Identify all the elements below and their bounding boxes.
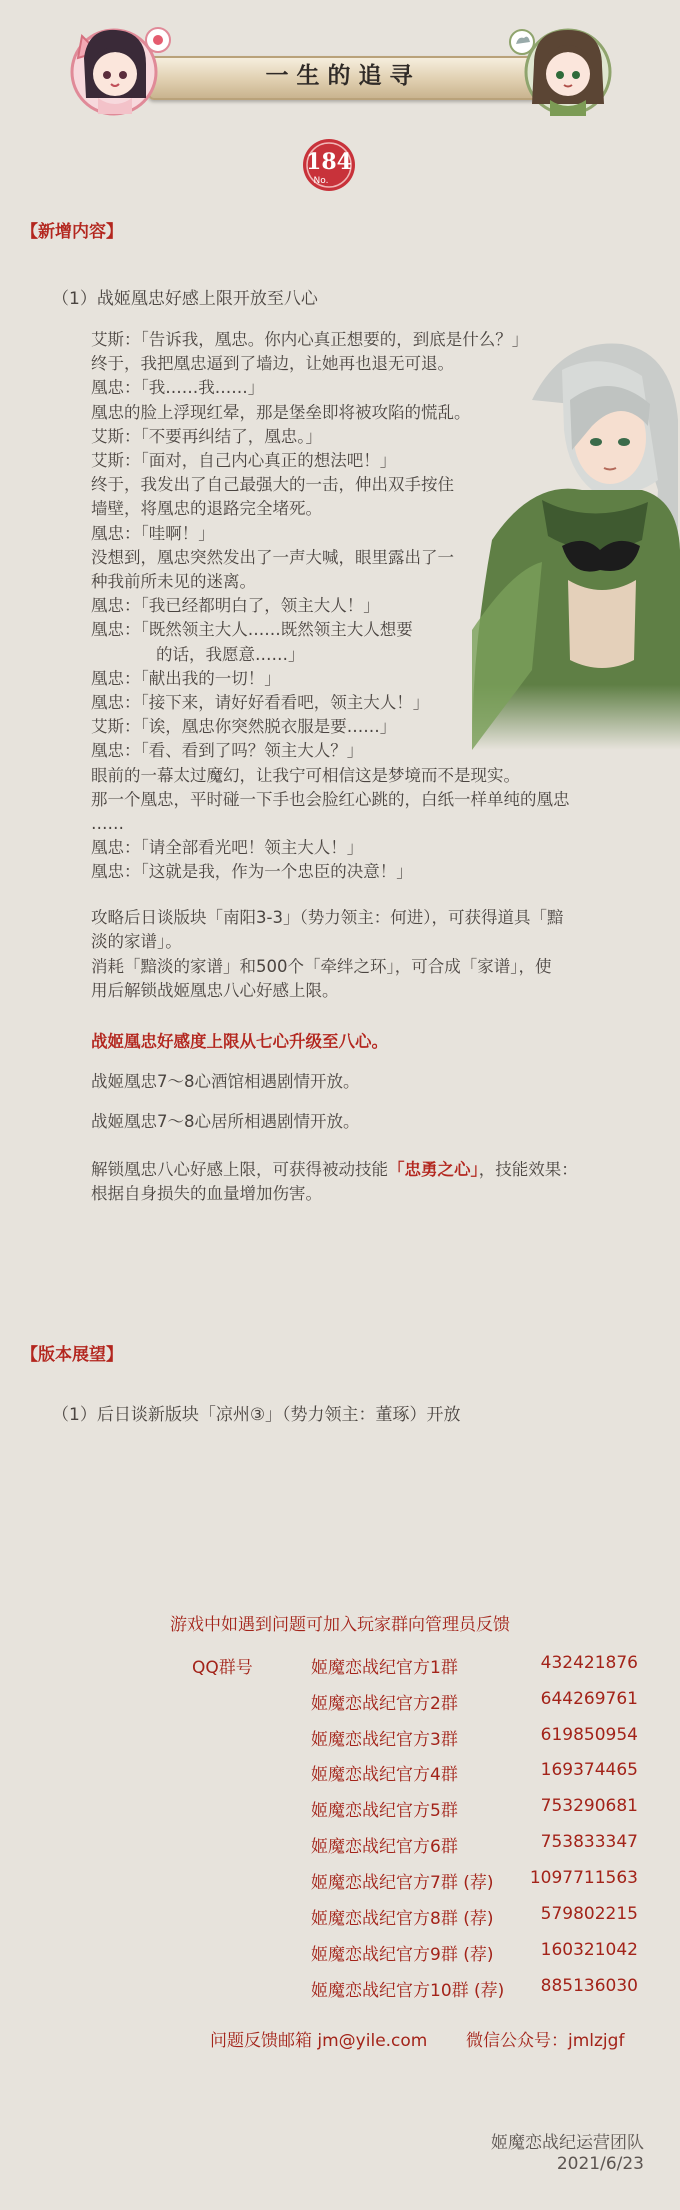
qq-group-number[interactable]: 619850954 — [540, 1725, 638, 1745]
qq-group-number[interactable]: 432421876 — [540, 1653, 638, 1673]
skill-effect-label: ，技能效果： — [478, 1160, 578, 1179]
dialogue-line: 艾斯：「诶，凰忠你突然脱衣服是要……」 — [91, 717, 397, 737]
qq-group-name: 姬魔恋战纪官方10群 (荐) — [311, 1981, 505, 2001]
chibi-girl-left-avatar — [68, 18, 172, 118]
outlook-item: （1）后日谈新版块「凉州③」（势力领主：董琢）开放 — [52, 1405, 461, 1425]
qq-group-row — [0, 1976, 680, 2004]
badge-number: 184 — [306, 149, 352, 175]
issue-number-badge — [300, 137, 358, 193]
skill-line — [91, 1158, 651, 1182]
dialogue-line: 凰忠：「这就是我，作为一个忠臣的决意！」 — [91, 862, 413, 882]
dialogue-line: 艾斯：「不要再纠结了，凰忠。」 — [91, 426, 322, 446]
dialogue-line: 凰忠：「看、看到了吗？领主大人？」 — [91, 741, 364, 761]
dialogue-line: 凰忠：「请全部看光吧！领主大人！」 — [91, 838, 364, 858]
wechat-account: 微信公众号：jmlzjgf — [466, 2031, 625, 2051]
qq-group-label: QQ群号 — [192, 1658, 253, 1678]
qq-group-row — [0, 1940, 680, 1968]
feedback-email[interactable]: 问题反馈邮箱 jm@yile.com — [210, 2031, 428, 2051]
page-title: 一生的追寻 — [265, 63, 421, 89]
qq-group-name: 姬魔恋战纪官方8群 (荐) — [311, 1909, 494, 1929]
publish-date: 2021/6/23 — [556, 2154, 644, 2174]
chibi-girl-right-avatar — [508, 18, 612, 118]
qq-group-name: 姬魔恋战纪官方3群 — [311, 1730, 458, 1750]
qq-group-name: 姬魔恋战纪官方5群 — [311, 1801, 458, 1821]
section-header-new-content: 【新增内容】 — [21, 222, 123, 242]
qq-group-name: 姬魔恋战纪官方2群 — [311, 1694, 458, 1714]
qq-group-name: 姬魔恋战纪官方7群 (荐) — [311, 1873, 494, 1893]
synthesis-paragraph — [91, 955, 651, 1003]
obtain-item-line: 淡的家谱」。 — [91, 932, 182, 951]
contact-intro: 游戏中如遇到问题可加入玩家群向管理员反馈 — [170, 1615, 510, 1635]
dialogue-line: 终于，我把凰忠逼到了墙边，让她再也退无可退。 — [91, 354, 454, 374]
item-affection-unlock: （1）战姬凰忠好感上限开放至八心 — [52, 289, 318, 309]
dialogue-line: 种我前所未见的迷离。 — [91, 572, 256, 592]
obtain-item-line: 攻略后日谈版块「南阳3-3」（势力领主：何进），可获得道具「黯 — [91, 908, 564, 927]
dialogue-line: 那一个凰忠，平时碰一下手也会脸红心跳的，白纸一样单纯的凰忠 — [91, 789, 570, 809]
qq-group-row — [0, 1760, 680, 1788]
dialogue-line: 凰忠：「接下来，请好好看看吧，领主大人！」 — [91, 693, 430, 713]
badge-label: No. — [313, 176, 329, 186]
tavern-story-note: 战姬凰忠7～8心酒馆相遇剧情开放。 — [91, 1072, 360, 1091]
dialogue-line: …… — [91, 814, 124, 834]
dialogue-line: 凰忠：「我……我……」 — [91, 378, 265, 398]
qq-group-number[interactable]: 885136030 — [540, 1976, 638, 1996]
skill-effect-text: 根据自身损失的血量增加伤害。 — [91, 1184, 322, 1203]
dialogue-line: 没想到，凰忠突然发出了一声大喊，眼里露出了一 — [91, 547, 454, 567]
dialogue-line: 凰忠：「我已经都明白了，领主大人！」 — [91, 596, 380, 616]
qq-group-number[interactable]: 1097711563 — [529, 1868, 638, 1888]
synthesis-line: 消耗「黯淡的家谱」和500个「牵绊之环」，可合成「家谱」，使 — [91, 957, 552, 976]
qq-group-row — [0, 1653, 680, 1681]
dialogue-line: 凰忠的脸上浮现红晕，那是堡垒即将被攻陷的慌乱。 — [91, 402, 471, 422]
dialogue-line: 眼前的一幕太过魔幻，让我宁可相信这是梦境而不是现实。 — [91, 765, 520, 785]
qq-group-name: 姬魔恋战纪官方6群 — [311, 1837, 458, 1857]
affection-upgrade-highlight: 战姬凰忠好感度上限从七心升级至八心。 — [91, 1032, 388, 1051]
synthesis-line: 用后解锁战姬凰忠八心好感上限。 — [91, 981, 339, 1000]
dialogue-line: 凰忠：「哇啊！」 — [91, 523, 215, 543]
dialogue-line: 墙壁，将凰忠的退路完全堵死。 — [91, 499, 322, 519]
story-dialogue — [91, 328, 651, 885]
skill-paragraph — [91, 1158, 651, 1206]
section-header-outlook: 【版本展望】 — [21, 1345, 123, 1365]
dialogue-line: 的话，我愿意……」 — [156, 644, 305, 664]
dialogue-line: 艾斯：「告诉我，凰忠。你内心真正想要的，到底是什么？」 — [91, 330, 529, 349]
qq-group-row — [0, 1868, 680, 1896]
dialogue-line: 终于，我发出了自己最强大的一击，伸出双手按住 — [91, 475, 454, 495]
dialogue-line: 艾斯：「面对，自己内心真正的想法吧！」 — [91, 451, 397, 471]
qq-group-row — [0, 1904, 680, 1932]
qq-group-row — [0, 1725, 680, 1753]
qq-group-row — [0, 1796, 680, 1824]
operations-team-signature: 姬魔恋战纪运营团队 — [491, 2133, 644, 2153]
obtain-item-paragraph — [91, 906, 651, 954]
dialogue-line: 凰忠：「献出我的一切！」 — [91, 668, 281, 688]
qq-group-row — [0, 1689, 680, 1717]
qq-group-name: 姬魔恋战纪官方4群 — [311, 1765, 458, 1785]
qq-group-number[interactable]: 753290681 — [540, 1796, 638, 1816]
residence-story-note: 战姬凰忠7～8心居所相遇剧情开放。 — [91, 1112, 360, 1131]
qq-group-number[interactable]: 753833347 — [540, 1832, 638, 1852]
dialogue-line: 凰忠：「既然领主大人……既然领主大人想要 — [91, 620, 413, 640]
qq-group-name: 姬魔恋战纪官方1群 — [311, 1658, 458, 1678]
skill-name: 「忠勇之心」 — [388, 1160, 479, 1179]
skill-intro-text: 解锁凰忠八心好感上限，可获得被动技能 — [91, 1160, 388, 1179]
qq-group-number[interactable]: 160321042 — [540, 1940, 638, 1960]
title-banner — [68, 18, 616, 118]
qq-group-number[interactable]: 579802215 — [540, 1904, 638, 1924]
qq-group-row — [0, 1832, 680, 1860]
qq-group-name: 姬魔恋战纪官方9群 (荐) — [311, 1945, 494, 1965]
qq-group-number[interactable]: 169374465 — [540, 1760, 638, 1780]
qq-group-number[interactable]: 644269761 — [540, 1689, 638, 1709]
